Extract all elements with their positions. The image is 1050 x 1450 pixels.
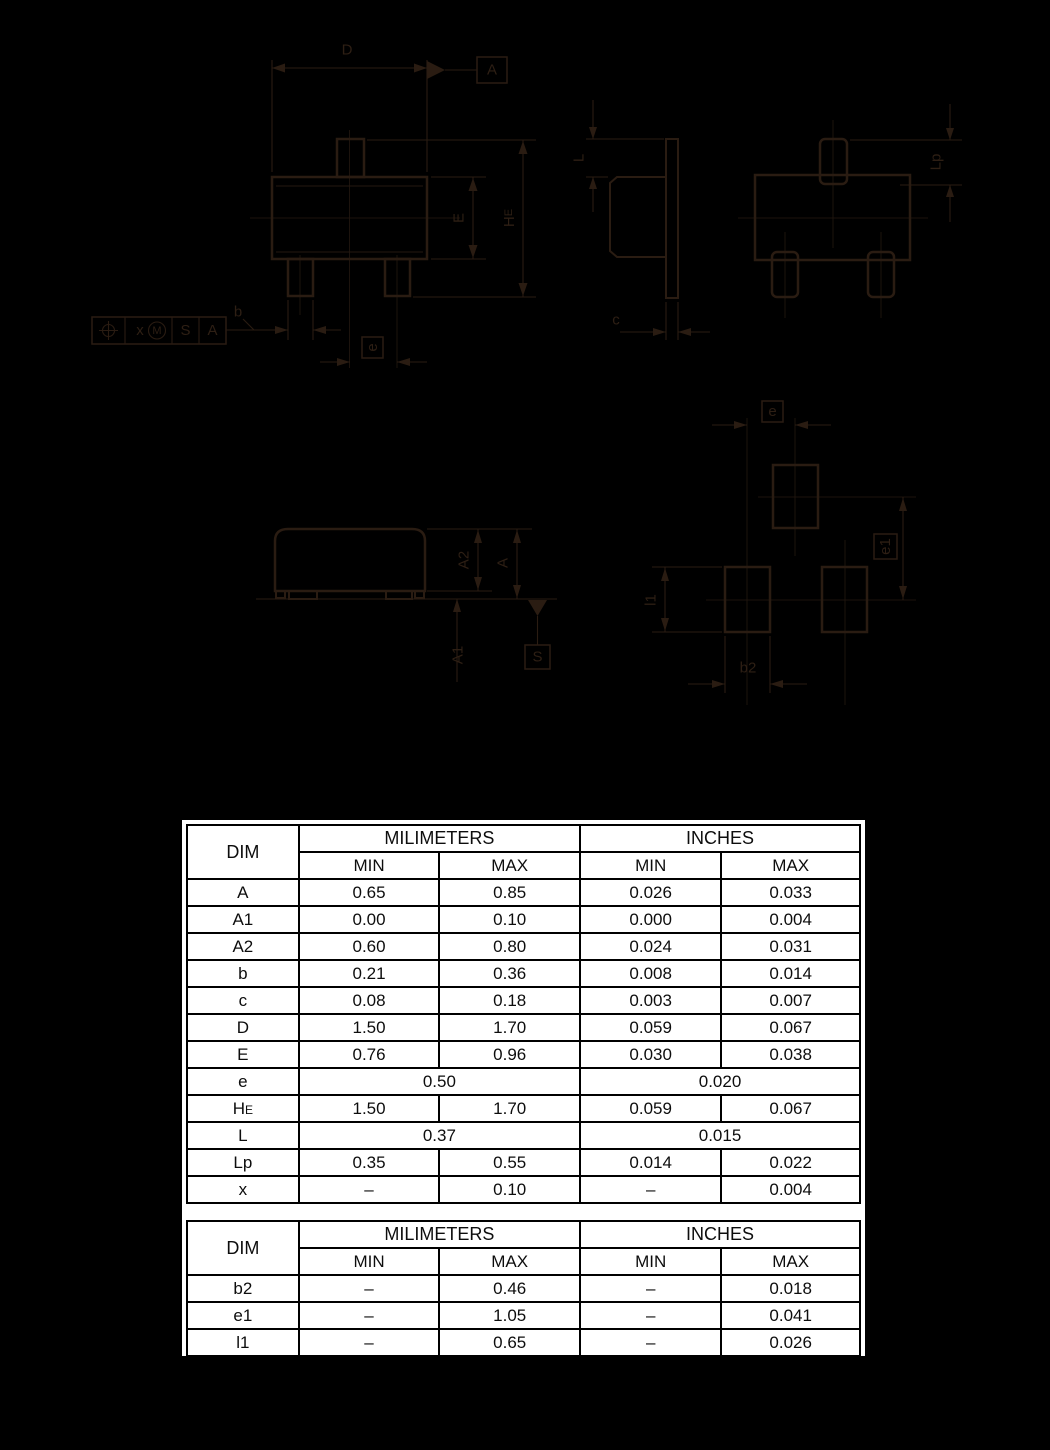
table-cell: 0.00: [299, 906, 440, 933]
dim-subscript: E: [244, 1102, 253, 1117]
header-in-max: MAX: [721, 852, 860, 879]
table-cell: 0.000: [580, 906, 721, 933]
land-pad: [822, 567, 867, 632]
table-cell: l1: [187, 1329, 299, 1356]
table-cell: 0.35: [299, 1149, 440, 1176]
land-dim-label-e: e: [768, 403, 777, 420]
table-cell: 1.70: [439, 1014, 580, 1041]
table-row: [187, 1041, 860, 1068]
fcf-datum2-label: A: [207, 322, 218, 339]
table-cell: 1.50: [299, 1014, 440, 1041]
table-cell: 0.022: [721, 1149, 860, 1176]
table-cell: 0.65: [439, 1329, 580, 1356]
dim-label-a: A: [494, 557, 512, 569]
table-cell: –: [580, 1302, 721, 1329]
table-cell: e: [187, 1068, 299, 1095]
table-cell: 0.026: [580, 879, 721, 906]
datum-a-label: A: [486, 61, 498, 79]
header-dim: DIM: [187, 825, 299, 879]
table-cell: 0.015: [580, 1122, 860, 1149]
table-cell: 0.76: [299, 1041, 440, 1068]
land-dim-label-l1: l1: [642, 594, 660, 606]
table-cell: 1.50: [299, 1095, 440, 1122]
table-cell: 0.37: [299, 1122, 580, 1149]
header-mm-max: MAX: [439, 852, 580, 879]
header-mm-min: MIN: [299, 1248, 440, 1275]
table-cell: e1: [187, 1302, 299, 1329]
table-cell: 0.067: [721, 1095, 860, 1122]
table-cell: 0.08: [299, 987, 440, 1014]
header-mm-min: MIN: [299, 852, 440, 879]
table-cell: 0.50: [299, 1068, 580, 1095]
table-row: [187, 1302, 860, 1329]
table-cell: Lp: [187, 1149, 299, 1176]
land-pad: [725, 567, 770, 632]
dim-label-d: D: [341, 41, 353, 59]
table-cell: –: [580, 1329, 721, 1356]
position-tolerance-icon: [99, 321, 118, 340]
table-cell: 0.96: [439, 1041, 580, 1068]
table-cell: 0.46: [439, 1275, 580, 1302]
table-cell: 0.65: [299, 879, 440, 906]
land-pattern-drawing: [643, 401, 917, 705]
table-cell: 0.85: [439, 879, 580, 906]
bottom-view-drawing: [738, 104, 962, 318]
table-cell: b2: [187, 1275, 299, 1302]
table-cell: 0.026: [721, 1329, 860, 1356]
table-cell: 0.004: [721, 1176, 860, 1203]
header-dim: DIM: [187, 1221, 299, 1275]
feature-control-frame: [92, 317, 226, 344]
table-cell: 0.10: [439, 1176, 580, 1203]
dimensions-table-main: [186, 824, 861, 1204]
header-inches: INCHES: [580, 825, 860, 852]
table-cell: 0.003: [580, 987, 721, 1014]
header-millimeters: MILIMETERS: [299, 1221, 580, 1248]
table-cell: –: [299, 1302, 440, 1329]
table-cell: 1.05: [439, 1302, 580, 1329]
fcf-tolerance-label: x: [136, 322, 144, 339]
table-cell: –: [299, 1329, 440, 1356]
table-cell: 0.041: [721, 1302, 860, 1329]
table-row: [187, 1014, 860, 1041]
table-cell: x: [187, 1176, 299, 1203]
table-cell: 0.008: [580, 960, 721, 987]
table-row: [187, 960, 860, 987]
table-cell: 0.067: [721, 1014, 860, 1041]
table-cell: 0.004: [721, 906, 860, 933]
table-cell: 0.024: [580, 933, 721, 960]
dim-label-lp: Lp: [927, 153, 945, 171]
header-millimeters: MILIMETERS: [299, 825, 580, 852]
table-cell: 0.36: [439, 960, 580, 987]
table-row: [187, 906, 860, 933]
header-in-max: MAX: [721, 1248, 860, 1275]
table-cell: b: [187, 960, 299, 987]
table-cell: A2: [187, 933, 299, 960]
table-cell: –: [580, 1275, 721, 1302]
table-cell: 0.020: [580, 1068, 860, 1095]
fcf-datum1-label: S: [180, 322, 191, 339]
land-dim-label-b2: b2: [739, 659, 757, 677]
table-row: [187, 933, 860, 960]
table-row: [187, 1095, 860, 1122]
header-in-min: MIN: [580, 852, 721, 879]
table-cell: –: [299, 1275, 440, 1302]
table-cell: 0.018: [721, 1275, 860, 1302]
svg-text:M: M: [152, 325, 162, 337]
table-cell: 0.014: [580, 1149, 721, 1176]
dimensions-table-land-pattern: [186, 1220, 861, 1357]
dim-label-he: HE: [500, 208, 518, 228]
land-pad: [773, 465, 818, 528]
table-cell: 1.70: [439, 1095, 580, 1122]
table-row: [187, 1176, 860, 1203]
table-cell: –: [299, 1176, 440, 1203]
dim-label-c: c: [612, 311, 620, 329]
table-cell: 0.60: [299, 933, 440, 960]
land-dim-label-e1: e1: [877, 538, 894, 555]
dim-label-a2: A2: [455, 550, 473, 570]
datum-s-flag: [528, 600, 547, 616]
table-cell: 0.030: [580, 1041, 721, 1068]
datum-s-label: S: [532, 648, 543, 666]
table-cell: L: [187, 1122, 299, 1149]
table-cell: 0.014: [721, 960, 860, 987]
table-row: [187, 879, 860, 906]
table-cell: 0.059: [580, 1014, 721, 1041]
table-cell: 0.21: [299, 960, 440, 987]
table-cell: 0.80: [439, 933, 580, 960]
table-header-row: [187, 825, 860, 852]
header-inches: INCHES: [580, 1221, 860, 1248]
table-header-row: [187, 1221, 860, 1248]
table-cell: 0.038: [721, 1041, 860, 1068]
mmc-modifier-icon: [149, 322, 166, 339]
side-profile-drawing: [256, 529, 557, 682]
table-row: [187, 987, 860, 1014]
top-view-drawing: [92, 42, 536, 369]
dim-label-l: L: [570, 153, 588, 163]
table-cell: 0.007: [721, 987, 860, 1014]
dim-label-e-body: E: [450, 212, 468, 224]
table-cell: 0.059: [580, 1095, 721, 1122]
header-mm-max: MAX: [439, 1248, 580, 1275]
table-cell: A: [187, 879, 299, 906]
side-view-drawing: [571, 100, 711, 340]
table-cell: HE: [187, 1095, 299, 1122]
table-cell: A1: [187, 906, 299, 933]
dim-label-b: b: [233, 303, 243, 321]
table-row: [187, 1275, 860, 1302]
table-cell: –: [580, 1176, 721, 1203]
datum-a-flag: [427, 61, 445, 79]
table-cell: 0.031: [721, 933, 860, 960]
dim-label-e-pitch: e: [364, 343, 381, 352]
header-in-min: MIN: [580, 1248, 721, 1275]
table-row: [187, 1122, 860, 1149]
dim-label-a1: A1: [449, 645, 467, 665]
table-cell: D: [187, 1014, 299, 1041]
table-cell: 0.10: [439, 906, 580, 933]
table-row: [187, 1329, 860, 1356]
table-cell: 0.18: [439, 987, 580, 1014]
table-cell: E: [187, 1041, 299, 1068]
table-row: [187, 1149, 860, 1176]
table-cell: 0.55: [439, 1149, 580, 1176]
table-cell: 0.033: [721, 879, 860, 906]
dimension-tables-panel: [180, 818, 867, 1358]
table-cell: c: [187, 987, 299, 1014]
table-row: [187, 1068, 860, 1095]
